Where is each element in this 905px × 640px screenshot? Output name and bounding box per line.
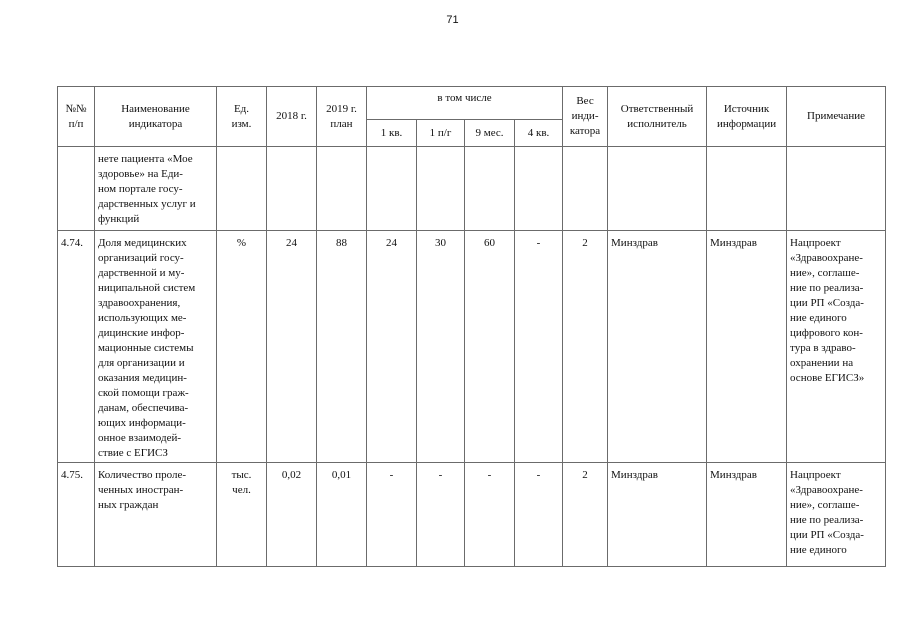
col-header-h1: 1 п/г [417,120,465,147]
col-header-name: Наименование индикатора [95,87,217,147]
source-cell: Минздрав [707,231,787,463]
value-q4: - [515,231,563,463]
source-cell [707,147,787,231]
col-header-source: Источник информации [707,87,787,147]
value-2018 [267,147,317,231]
value-h1: 30 [417,231,465,463]
unit-cell [217,147,267,231]
col-header-unit: Ед. изм. [217,87,267,147]
note-cell: Нацпроект «Здравоохране- ние», соглаше- ние по реализа- ции РП «Созда- ние единого [787,463,886,567]
table-row [58,463,886,567]
note-cell: Нацпроект «Здравоохране- ние», соглаше- ние по реализа- ции РП «Созда- ние единого цифрового кон- тура в здраво- охранении на основе ЕГИСЗ» [787,231,886,463]
value-q1 [367,147,417,231]
col-header-including: в том числе [367,87,563,120]
unit-cell: тыс. чел. [217,463,267,567]
table-header [58,87,886,147]
indicator-name: Количество проле- ченных иностран- ных граждан [95,463,217,567]
source-cell: Минздрав [707,463,787,567]
value-q1: 24 [367,231,417,463]
value-q1: - [367,463,417,567]
weight-cell: 2 [563,231,608,463]
unit-cell: % [217,231,267,463]
value-9m [465,147,515,231]
responsible-cell [608,147,707,231]
col-header-q1: 1 кв. [367,120,417,147]
value-9m: - [465,463,515,567]
page-number: 71 [446,14,459,26]
col-header-q4: 4 кв. [515,120,563,147]
responsible-cell: Минздрав [608,463,707,567]
note-cell [787,147,886,231]
value-2018: 24 [267,231,317,463]
row-number: 4.75. [58,463,95,567]
value-9m: 60 [465,231,515,463]
indicators-table [57,86,886,567]
value-h1 [417,147,465,231]
col-header-number: №№ п/п [58,87,95,147]
weight-cell: 2 [563,463,608,567]
value-2019-plan: 88 [317,231,367,463]
table-row [58,231,886,463]
table-row [58,147,886,231]
col-header-9m: 9 мес. [465,120,515,147]
responsible-cell: Минздрав [608,231,707,463]
indicator-name: Доля медицинских организаций госу- дарственной и му- ниципальной систем здравоохранения, использующих ме- дицинские инфор- мационные системы для организации и оказания медицин- ской помощи граж- данам, обеспечива- ющих информаци- онное взаимодей- ствие с ЕГИСЗ [95,231,217,463]
weight-cell [563,147,608,231]
value-2019-plan [317,147,367,231]
value-h1: - [417,463,465,567]
col-header-2019-plan: 2019 г. план [317,87,367,147]
value-q4: - [515,463,563,567]
indicator-name: нете пациента «Мое здоровье» на Еди- ном портале госу- дарственных услуг и функций [95,147,217,231]
col-header-responsible: Ответственный исполнитель [608,87,707,147]
value-q4 [515,147,563,231]
value-2019-plan: 0,01 [317,463,367,567]
value-2018: 0,02 [267,463,317,567]
row-number [58,147,95,231]
col-header-weight: Вес инди- катора [563,87,608,147]
col-header-2018: 2018 г. [267,87,317,147]
col-header-note: Примечание [787,87,886,147]
row-number: 4.74. [58,231,95,463]
